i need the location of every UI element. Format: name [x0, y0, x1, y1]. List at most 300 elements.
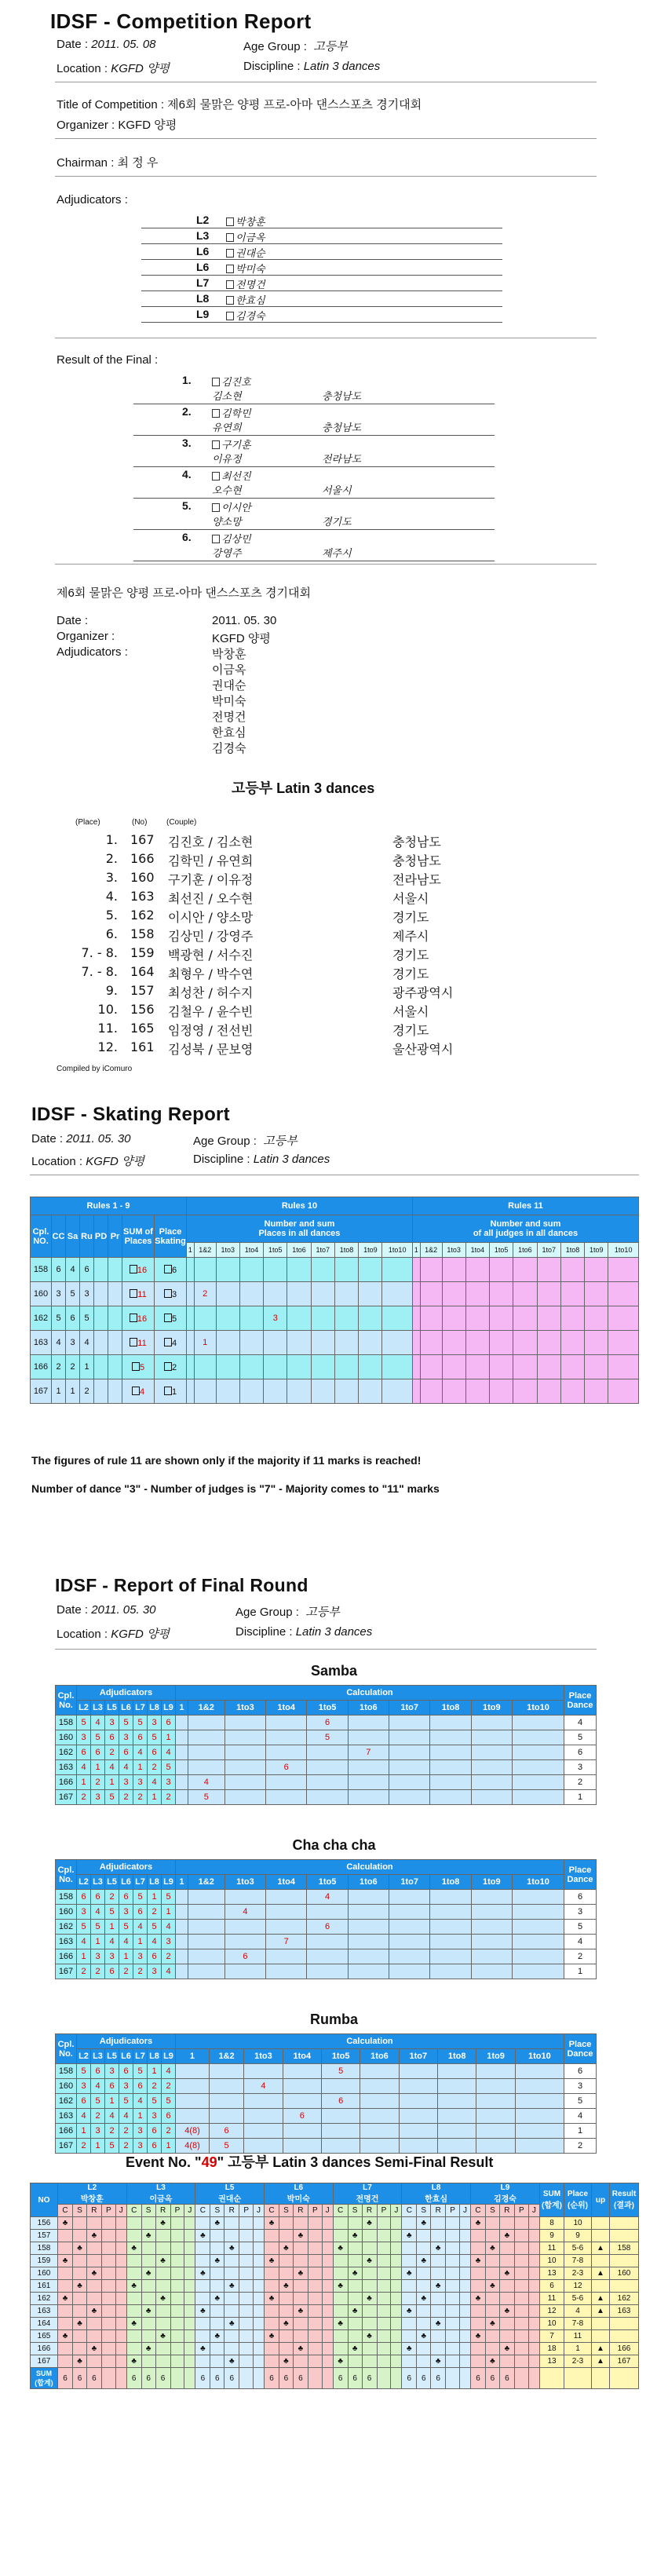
- calc-cell: [513, 1964, 564, 1979]
- vote-cell: [293, 2217, 308, 2230]
- vote-cell: [460, 2343, 471, 2355]
- calc-cell: [307, 1905, 348, 1920]
- adjudicator-mark: 3: [91, 1949, 105, 1964]
- row-place: 2-3: [564, 2355, 592, 2368]
- vote-cell: [362, 2267, 377, 2280]
- advance-marker: [592, 2318, 610, 2330]
- summary-organizer-label: Organizer :: [57, 630, 115, 643]
- rule11-cell: [537, 1331, 560, 1355]
- vote-cell: [322, 2330, 333, 2343]
- calc-cell: [360, 2094, 399, 2109]
- calc-cell: [389, 1920, 430, 1935]
- calc-cell: [471, 1775, 512, 1790]
- sum-filler: [592, 2368, 610, 2389]
- adjudicator-mark: 4: [148, 1935, 162, 1949]
- calc-col: 1to6: [348, 1701, 389, 1716]
- rule11-cell: [420, 1282, 442, 1306]
- vote-cell: ♣: [224, 2242, 239, 2255]
- adjudicator-mark: 1: [77, 2124, 91, 2139]
- vote-cell: ♣: [210, 2255, 224, 2267]
- sum-cell: 6: [126, 2368, 141, 2389]
- dance-subcol: S: [486, 2205, 500, 2217]
- place-dance: 3: [564, 2079, 597, 2094]
- rule11-cell: [465, 1331, 489, 1355]
- rule11-cell: [537, 1258, 560, 1282]
- row-place: 1: [564, 2343, 592, 2355]
- vote-cell: ♣: [293, 2343, 308, 2355]
- dance-subcol: J: [254, 2205, 265, 2217]
- calc-cell: [348, 1964, 389, 1979]
- vote-cell: ♣: [293, 2305, 308, 2318]
- row-sum: 13: [540, 2355, 564, 2368]
- rule11-cell: [412, 1306, 420, 1331]
- adjudicator-col: L3: [91, 1875, 105, 1890]
- calc-cell: [430, 1745, 471, 1760]
- vote-cell: [528, 2217, 539, 2230]
- place-dance: 5: [564, 1730, 597, 1745]
- vote-cell: [141, 2355, 155, 2368]
- adjudicator-mark: 1: [162, 1905, 176, 1920]
- calc-cell: [360, 2064, 399, 2079]
- vote-cell: [184, 2255, 195, 2267]
- calculation-header: Calculation: [176, 2034, 564, 2049]
- vote-cell: [308, 2217, 322, 2230]
- vote-cell: [195, 2293, 210, 2305]
- adjudicator-mark: 4: [105, 1760, 119, 1775]
- vote-cell: ♣: [333, 2242, 348, 2255]
- calc-cell: [438, 2124, 476, 2139]
- vote-cell: [377, 2330, 391, 2343]
- calc-cell: [224, 1964, 265, 1979]
- vote-cell: [499, 2293, 514, 2305]
- calc-cell: [176, 1716, 188, 1730]
- calc-cell: [348, 1760, 389, 1775]
- vote-cell: [170, 2267, 184, 2280]
- vote-cell: [377, 2217, 391, 2230]
- calc-cell: [307, 1745, 348, 1760]
- rule10-cell: [382, 1331, 412, 1355]
- calc-cell: [176, 2094, 210, 2109]
- sum-cell: [377, 2368, 391, 2389]
- placing-no: 158: [130, 926, 155, 941]
- final-region: 충청남도: [322, 390, 362, 402]
- vote-cell: ♣: [58, 2330, 73, 2343]
- placing-row: [63, 983, 549, 1002]
- vote-cell: [377, 2305, 391, 2318]
- vote-cell: [115, 2255, 126, 2267]
- calc-col: 1to9: [476, 2049, 515, 2064]
- skating-location: Location : KGFD 양평: [31, 1155, 145, 1168]
- vote-cell: [101, 2230, 115, 2242]
- placing-row: [63, 908, 549, 926]
- adjudicator-col: L7: [133, 2049, 148, 2064]
- calc-cell: [176, 2064, 210, 2079]
- rule11-cell: [513, 1379, 537, 1404]
- vote-cell: [210, 2267, 224, 2280]
- vote-cell: [155, 2242, 170, 2255]
- final-partner-1-text: 이시안: [221, 502, 251, 513]
- vote-cell: [73, 2255, 87, 2267]
- adjudicator-mark: 1: [77, 1775, 91, 1790]
- vote-cell: [322, 2305, 333, 2318]
- vote-cell: [391, 2255, 402, 2267]
- vote-cell: [170, 2230, 184, 2242]
- placing-no: 164: [130, 964, 155, 979]
- calc-cell: [471, 1716, 512, 1730]
- dance-subcol: P: [239, 2205, 254, 2217]
- vote-cell: [264, 2343, 279, 2355]
- placing-row: [63, 851, 549, 870]
- rule11-cell: [465, 1258, 489, 1282]
- vote-cell: [58, 2305, 73, 2318]
- vote-cell: [402, 2318, 417, 2330]
- calc-cell: [283, 2064, 321, 2079]
- adjudicator-row: [141, 276, 502, 291]
- dance-row: [56, 1964, 597, 1979]
- vote-cell: [126, 2293, 141, 2305]
- vote-cell: [58, 2267, 73, 2280]
- mark-pr: [108, 1379, 122, 1404]
- competition-report: [0, 0, 668, 755]
- vote-cell: [184, 2330, 195, 2343]
- adjudicator-mark: 2: [77, 2139, 91, 2154]
- vote-cell: [348, 2318, 362, 2330]
- place-value: 2: [171, 1362, 177, 1372]
- placing-couple: 김성북 / 문보영: [168, 1042, 254, 1057]
- calc-cell: [266, 1775, 307, 1790]
- checkbox-icon: [212, 378, 220, 386]
- advance-marker: [592, 2255, 610, 2267]
- calc-cell: [176, 1775, 188, 1790]
- adjudicator-mark: 5: [119, 2094, 133, 2109]
- vote-cell: [73, 2330, 87, 2343]
- row-place: 11: [564, 2330, 592, 2343]
- calc-col: 1to5: [321, 2049, 360, 2064]
- adjudicator-mark: 2: [133, 1790, 148, 1805]
- vote-cell: [115, 2293, 126, 2305]
- box-icon: [130, 1338, 137, 1346]
- adjudicator-row: [141, 261, 502, 276]
- adjudicator-row: [141, 245, 502, 260]
- rule11-cell: [420, 1379, 442, 1404]
- adjudicator-mark: 4: [133, 2094, 148, 2109]
- row-result: [610, 2330, 639, 2343]
- vote-cell: [141, 2318, 155, 2330]
- vote-cell: ♣: [264, 2293, 279, 2305]
- calc-cell: [389, 1790, 430, 1805]
- vote-cell: ♣: [333, 2280, 348, 2293]
- calc-cell: [513, 1935, 564, 1949]
- rule11-cell: [412, 1379, 420, 1404]
- final-round-title: IDSF - Report of Final Round: [55, 1575, 308, 1595]
- vote-cell: ♣: [58, 2293, 73, 2305]
- vote-cell: [486, 2267, 500, 2280]
- rule10-cell: [264, 1331, 287, 1355]
- sum-cell: 6: [417, 2368, 431, 2389]
- dance-table: [55, 2033, 597, 2154]
- adjudicator-mark: 3: [105, 2064, 119, 2079]
- vote-cell: ♣: [431, 2242, 446, 2255]
- mark-pd: [94, 1306, 108, 1331]
- vote-cell: [254, 2242, 265, 2255]
- adjudicator-mark: 6: [105, 1730, 119, 1745]
- vote-cell: [514, 2230, 528, 2242]
- rule11-cell: [608, 1306, 639, 1331]
- placing-row: [63, 889, 549, 908]
- summary-adjudicator: 박미숙: [212, 695, 246, 708]
- sum-cell: [460, 2368, 471, 2389]
- vote-cell: [101, 2318, 115, 2330]
- semi-final-row: [31, 2217, 639, 2230]
- calc-cell: [176, 1760, 188, 1775]
- rule10-col-header: 1to7: [311, 1243, 334, 1258]
- vote-cell: [486, 2330, 500, 2343]
- vote-cell: [115, 2242, 126, 2255]
- place-dance-header: Place Dance: [564, 2034, 597, 2064]
- sum-of-places: [122, 1306, 155, 1331]
- rule11-col-header: 1to9: [585, 1243, 608, 1258]
- box-icon: [130, 1289, 137, 1298]
- rule10-cell: [216, 1331, 239, 1355]
- vote-cell: ♣: [86, 2267, 101, 2280]
- calc-col: 1to8: [430, 1701, 471, 1716]
- adjudicator-mark: 1: [133, 1935, 148, 1949]
- semi-final-row: [31, 2293, 639, 2305]
- placing-region: 제주시: [392, 929, 429, 944]
- adjudicator-mark: 4: [91, 1905, 105, 1920]
- vote-cell: [308, 2293, 322, 2305]
- adjudicator-col: L7: [133, 1875, 148, 1890]
- vote-cell: [184, 2230, 195, 2242]
- vote-cell: [322, 2355, 333, 2368]
- vote-cell: [279, 2230, 294, 2242]
- rule11-cell: [490, 1355, 513, 1379]
- vote-cell: [460, 2267, 471, 2280]
- vote-cell: [362, 2355, 377, 2368]
- adjudicator-mark: 5: [162, 2094, 176, 2109]
- sum-header: SUM (합계): [540, 2183, 564, 2217]
- calc-cell: [513, 1716, 564, 1730]
- adjudicator-mark: 3: [133, 1949, 148, 1964]
- calc-cell: [348, 1905, 389, 1920]
- vote-cell: [514, 2330, 528, 2343]
- calc-cell: [515, 2064, 564, 2079]
- vote-cell: ♣: [417, 2255, 431, 2267]
- vote-cell: [141, 2280, 155, 2293]
- calc-cell: [348, 1716, 389, 1730]
- calc-cell: [360, 2079, 399, 2094]
- vote-cell: [141, 2330, 155, 2343]
- cpl-no: 166: [31, 1355, 52, 1379]
- row-result: [610, 2255, 639, 2267]
- adjudicator-mark: 6: [105, 2079, 119, 2094]
- mark-cc: 1: [52, 1379, 66, 1404]
- calculation-header: Calculation: [176, 1686, 564, 1701]
- place-dance: 2: [564, 2139, 597, 2154]
- rule11-cell: [608, 1379, 639, 1404]
- placing-couple: 최성찬 / 허수지: [168, 985, 254, 1000]
- rule11-col-header: 1&2: [420, 1243, 442, 1258]
- competition-title: IDSF - Competition Report: [50, 9, 312, 33]
- calc-cell: [399, 2064, 437, 2079]
- vote-cell: [264, 2355, 279, 2368]
- vote-cell: [170, 2305, 184, 2318]
- vote-cell: ♣: [348, 2267, 362, 2280]
- calc-cell: [513, 1949, 564, 1964]
- dance-subcol: J: [391, 2205, 402, 2217]
- mark-pr: [108, 1282, 122, 1306]
- vote-cell: [460, 2255, 471, 2267]
- calc-cell: [266, 1949, 307, 1964]
- vote-cell: [514, 2355, 528, 2368]
- calc-col: 1to9: [471, 1875, 512, 1890]
- vote-cell: [141, 2293, 155, 2305]
- adjudicator-code: L9: [196, 308, 210, 320]
- vote-cell: [210, 2343, 224, 2355]
- sum-cell: [528, 2368, 539, 2389]
- vote-cell: [514, 2255, 528, 2267]
- calc-cell: [348, 1890, 389, 1905]
- calc-cell: [224, 1745, 265, 1760]
- cpl-no: 158: [56, 2064, 77, 2079]
- vote-cell: ♣: [486, 2280, 500, 2293]
- final-region: 전라남도: [322, 453, 362, 465]
- row-result: [610, 2230, 639, 2242]
- sum-cell: [391, 2368, 402, 2389]
- vote-cell: [155, 2230, 170, 2242]
- vote-cell: [239, 2330, 254, 2343]
- dance-subcol: P: [446, 2205, 460, 2217]
- dance-row: [56, 2094, 597, 2109]
- calc-cell: [188, 1745, 224, 1760]
- vote-cell: [470, 2355, 485, 2368]
- calc-cell: [513, 1920, 564, 1935]
- judge-header: [58, 2183, 127, 2205]
- rule11-col-header: 1to6: [513, 1243, 537, 1258]
- adjudicator-mark: 3: [148, 1716, 162, 1730]
- vote-cell: [391, 2355, 402, 2368]
- vote-cell: [184, 2355, 195, 2368]
- summary-organizer-value: KGFD 양평: [212, 632, 271, 645]
- calc-cell: [266, 1964, 307, 1979]
- calc-cell: [476, 2124, 515, 2139]
- judge-code: L6: [294, 2183, 304, 2192]
- summary-date-value: 2011. 05. 30: [212, 614, 277, 627]
- rules-11-header: Rules 11: [412, 1197, 638, 1215]
- checkbox-icon: [212, 472, 220, 480]
- calc-cell: [399, 2109, 437, 2124]
- judge-code: L7: [363, 2183, 372, 2192]
- box-icon: [164, 1387, 172, 1395]
- calc-cell: 4: [244, 2079, 283, 2094]
- rule10-cell: [216, 1306, 239, 1331]
- sum-row-label: SUM (합계): [31, 2368, 58, 2389]
- vote-cell: [101, 2343, 115, 2355]
- adjudicator-mark: 5: [105, 2139, 119, 2154]
- place-skating: [155, 1258, 187, 1282]
- cpl-no: 166: [56, 1949, 77, 1964]
- sum-cell: 6: [264, 2368, 279, 2389]
- dance-header: PD: [94, 1215, 108, 1258]
- dance-row: [56, 2124, 597, 2139]
- vote-cell: ♣: [224, 2280, 239, 2293]
- calc-cell: [188, 1935, 224, 1949]
- calc-cell: [224, 1716, 265, 1730]
- vote-cell: [210, 2318, 224, 2330]
- adjudicator-mark: 3: [91, 1790, 105, 1805]
- rule11-cell: [537, 1355, 560, 1379]
- place-dance: 6: [564, 1745, 597, 1760]
- adjudicator-mark: 5: [105, 1905, 119, 1920]
- vote-cell: [264, 2267, 279, 2280]
- adjudicator-mark: 2: [91, 1775, 105, 1790]
- divider: [55, 564, 597, 565]
- rule10-cell: [334, 1355, 358, 1379]
- calc-cell: [266, 1790, 307, 1805]
- calc-cell: [471, 1935, 512, 1949]
- vote-cell: [170, 2217, 184, 2230]
- calc-cell: [430, 1775, 471, 1790]
- vote-cell: ♣: [224, 2355, 239, 2368]
- place-dance: 5: [564, 2094, 597, 2109]
- placing-row: [63, 1021, 549, 1040]
- vote-cell: [362, 2305, 377, 2318]
- vote-cell: [446, 2330, 460, 2343]
- vote-cell: [486, 2230, 500, 2242]
- vote-cell: ♣: [155, 2293, 170, 2305]
- dance-subcol: C: [333, 2205, 348, 2217]
- calc-cell: [224, 1760, 265, 1775]
- dance-title: Samba: [310, 1663, 358, 1679]
- adjudicator-mark: 2: [77, 1790, 91, 1805]
- final-place: 4.: [182, 468, 192, 480]
- vote-cell: [210, 2280, 224, 2293]
- vote-cell: [528, 2293, 539, 2305]
- final-partner-1: [212, 499, 251, 514]
- calc-cell: [283, 2094, 321, 2109]
- sum-cell: 6: [333, 2368, 348, 2389]
- calc-col: 1to8: [438, 2049, 476, 2064]
- final-region: 제주시: [322, 547, 352, 559]
- vote-cell: [115, 2343, 126, 2355]
- vote-cell: ♣: [362, 2217, 377, 2230]
- vote-cell: [528, 2343, 539, 2355]
- row-place: 7-8: [564, 2255, 592, 2267]
- semi-final-table-wrap: [30, 2183, 639, 2389]
- vote-cell: [377, 2318, 391, 2330]
- adjudicator-mark: 3: [119, 1730, 133, 1745]
- calc-cell: [266, 1905, 307, 1920]
- sum-cell: 6: [141, 2368, 155, 2389]
- adjudicator-mark: 1: [105, 1920, 119, 1935]
- rules-11-subheader: Number and sum of all judges in all dances: [412, 1215, 638, 1243]
- calc-cell: [471, 1905, 512, 1920]
- sum-cell: 6: [73, 2368, 87, 2389]
- vote-cell: [58, 2280, 73, 2293]
- place-dance: 4: [564, 1935, 597, 1949]
- vote-cell: [499, 2280, 514, 2293]
- semi-final-report: [0, 2151, 668, 2575]
- vote-cell: [348, 2255, 362, 2267]
- advance-marker: ▲: [592, 2293, 610, 2305]
- placing-no: 160: [130, 870, 155, 885]
- vote-cell: ♣: [264, 2255, 279, 2267]
- vote-cell: ♣: [195, 2267, 210, 2280]
- place-dance: 3: [564, 1760, 597, 1775]
- cpl-no: 167: [56, 1964, 77, 1979]
- mark-sa: 2: [66, 1355, 80, 1379]
- vote-cell: [195, 2242, 210, 2255]
